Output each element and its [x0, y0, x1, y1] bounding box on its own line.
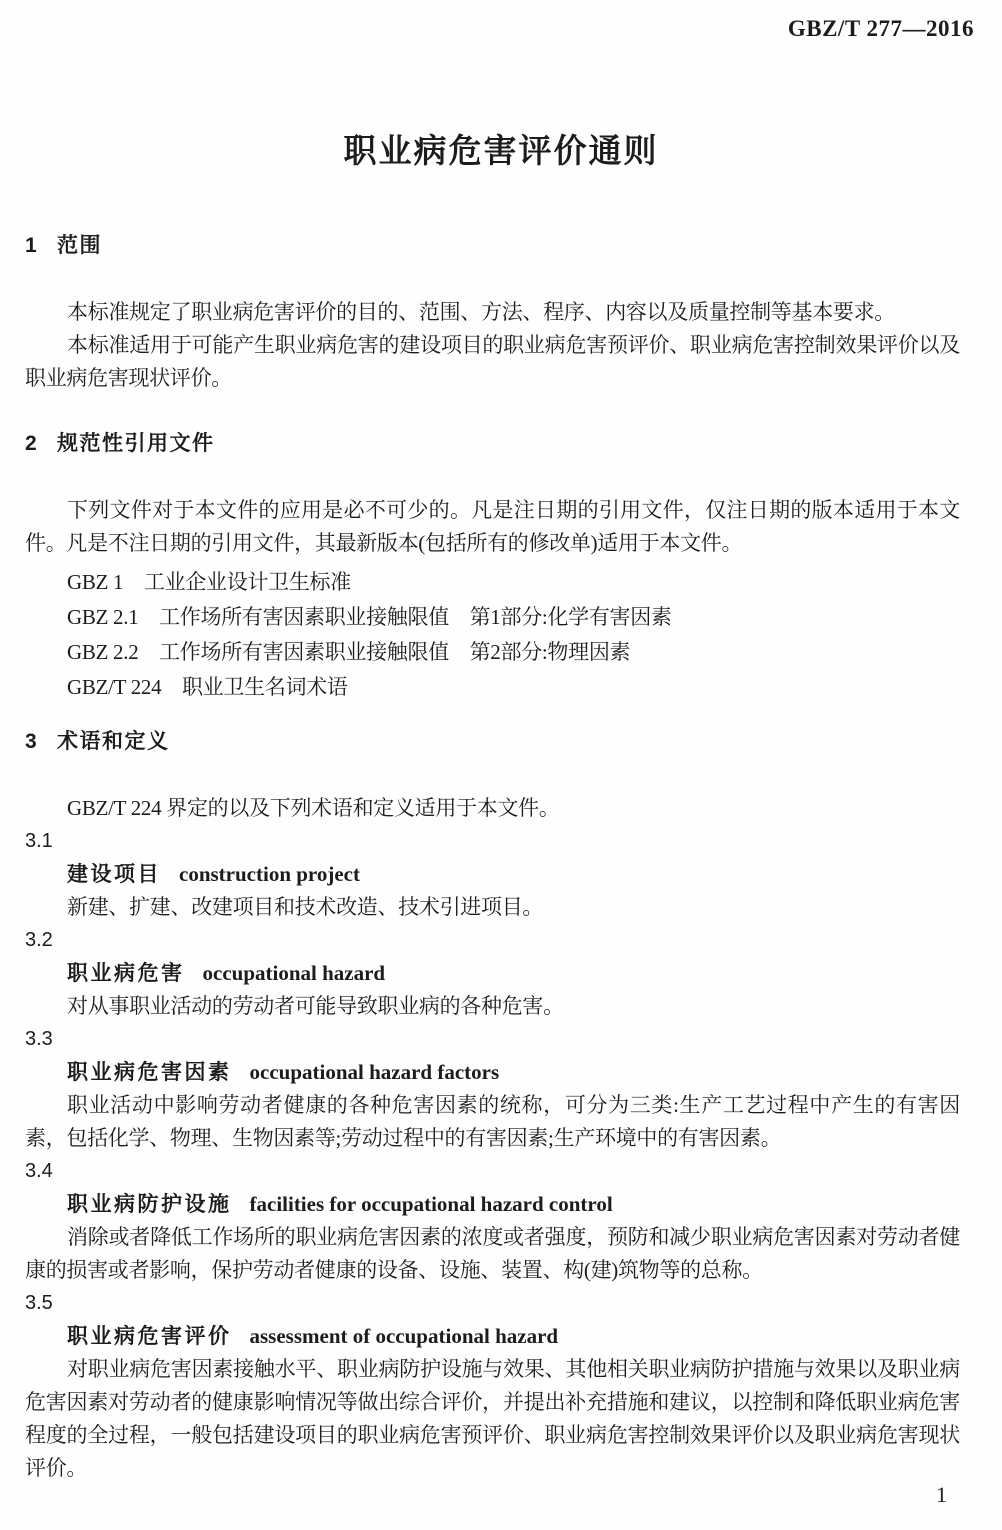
term-name-english: occupational hazard	[202, 961, 386, 985]
section-3-body	[25, 792, 960, 1485]
term-name	[25, 957, 960, 990]
term-name	[25, 858, 960, 891]
section-1-body	[25, 296, 960, 395]
section-3-number: 3	[25, 730, 37, 753]
term-number: 3.3	[25, 1028, 53, 1050]
section-1-heading	[25, 232, 960, 260]
reference-item: GBZ 1 工业企业设计卫生标准	[67, 570, 351, 594]
term-definition: 新建、扩建、改建项目和技术改造、技术引进项目。	[67, 895, 544, 919]
section-2-number: 2	[25, 432, 37, 455]
paragraph: 下列文件对于本文件的应用是必不可少的。凡是注日期的引用文件，仅注日期的版本适用于本文件。凡是不注日期的引用文件，其最新版本(包括所有的修改单)适用于本文件。	[25, 498, 960, 555]
term-number: 3.4	[25, 1160, 53, 1182]
term-name-chinese: 职业病危害因素	[67, 1061, 232, 1084]
term-definition: 对从事职业活动的劳动者可能导致职业病的各种危害。	[67, 994, 564, 1018]
term-name-chinese: 职业病防护设施	[67, 1193, 232, 1216]
section-2-label: 规范性引用文件	[57, 432, 215, 455]
term-name-english: assessment of occupational hazard	[249, 1324, 559, 1348]
section-2-heading	[25, 430, 960, 458]
section-2-body	[25, 494, 960, 705]
term-name	[25, 1056, 960, 1089]
page-content	[0, 232, 1002, 1485]
terms-and-definitions	[25, 825, 960, 1485]
normative-references-list	[25, 565, 960, 705]
standard-code: GBZ/T 277—2016	[787, 16, 974, 41]
term-3-4	[25, 1155, 960, 1287]
paragraph: 本标准适用于可能产生职业病危害的建设项目的职业病危害预评价、职业病危害控制效果评价以及职业病危害现状评价。	[25, 333, 960, 390]
section-1-label: 范围	[57, 234, 102, 257]
term-name-english: occupational hazard factors	[249, 1060, 500, 1084]
reference-item: GBZ 2.2 工作场所有害因素职业接触限值 第2部分:物理因素	[67, 640, 631, 664]
term-name-english: facilities for occupational hazard control	[249, 1192, 613, 1216]
section-3-label: 术语和定义	[57, 730, 170, 753]
term-3-2	[25, 924, 960, 1023]
section-1-number: 1	[25, 234, 37, 257]
term-3-5	[25, 1287, 960, 1485]
term-definition: 消除或者降低工作场所的职业病危害因素的浓度或者强度，预防和减少职业病危害因素对劳动者健康的损害或者影响，保护劳动者健康的设备、设施、装置、构(建)筑物等的总称。	[25, 1225, 960, 1282]
paragraph: 本标准规定了职业病危害评价的目的、范围、方法、程序、内容以及质量控制等基本要求。	[67, 300, 895, 324]
page-title: 职业病危害评价通则	[343, 132, 659, 169]
term-name	[25, 1320, 960, 1353]
term-number: 3.1	[25, 830, 53, 852]
term-name-chinese: 建设项目	[67, 863, 161, 886]
paragraph: GBZ/T 224 界定的以及下列术语和定义适用于本文件。	[67, 796, 560, 820]
reference-item: GBZ 2.1 工作场所有害因素职业接触限值 第1部分:化学有害因素	[67, 605, 672, 629]
reference-item: GBZ/T 224 职业卫生名词术语	[67, 675, 348, 699]
term-name-chinese: 职业病危害评价	[67, 1325, 232, 1348]
term-name-english: construction project	[179, 862, 360, 886]
term-name-chinese: 职业病危害	[67, 962, 185, 985]
term-3-1	[25, 825, 960, 924]
page-number: 1	[936, 1482, 947, 1507]
section-3-heading	[25, 728, 960, 756]
term-number: 3.2	[25, 929, 53, 951]
term-definition: 职业活动中影响劳动者健康的各种危害因素的统称，可分为三类:生产工艺过程中产生的有害因素，包括化学、物理、生物因素等;劳动过程中的有害因素;生产环境中的有害因素。	[25, 1093, 960, 1150]
term-definition: 对职业病危害因素接触水平、职业病防护设施与效果、其他相关职业病防护措施与效果以及职业病危害因素对劳动者的健康影响情况等做出综合评价，并提出补充措施和建议，以控制和降低职业病危害程度的全过程，一般包括建设项目的职业病危害预评价、职业病危害控制效果评价以及职业病危害现状评价。	[25, 1357, 960, 1480]
term-3-3	[25, 1023, 960, 1155]
term-name	[25, 1188, 960, 1221]
term-number: 3.5	[25, 1292, 53, 1314]
